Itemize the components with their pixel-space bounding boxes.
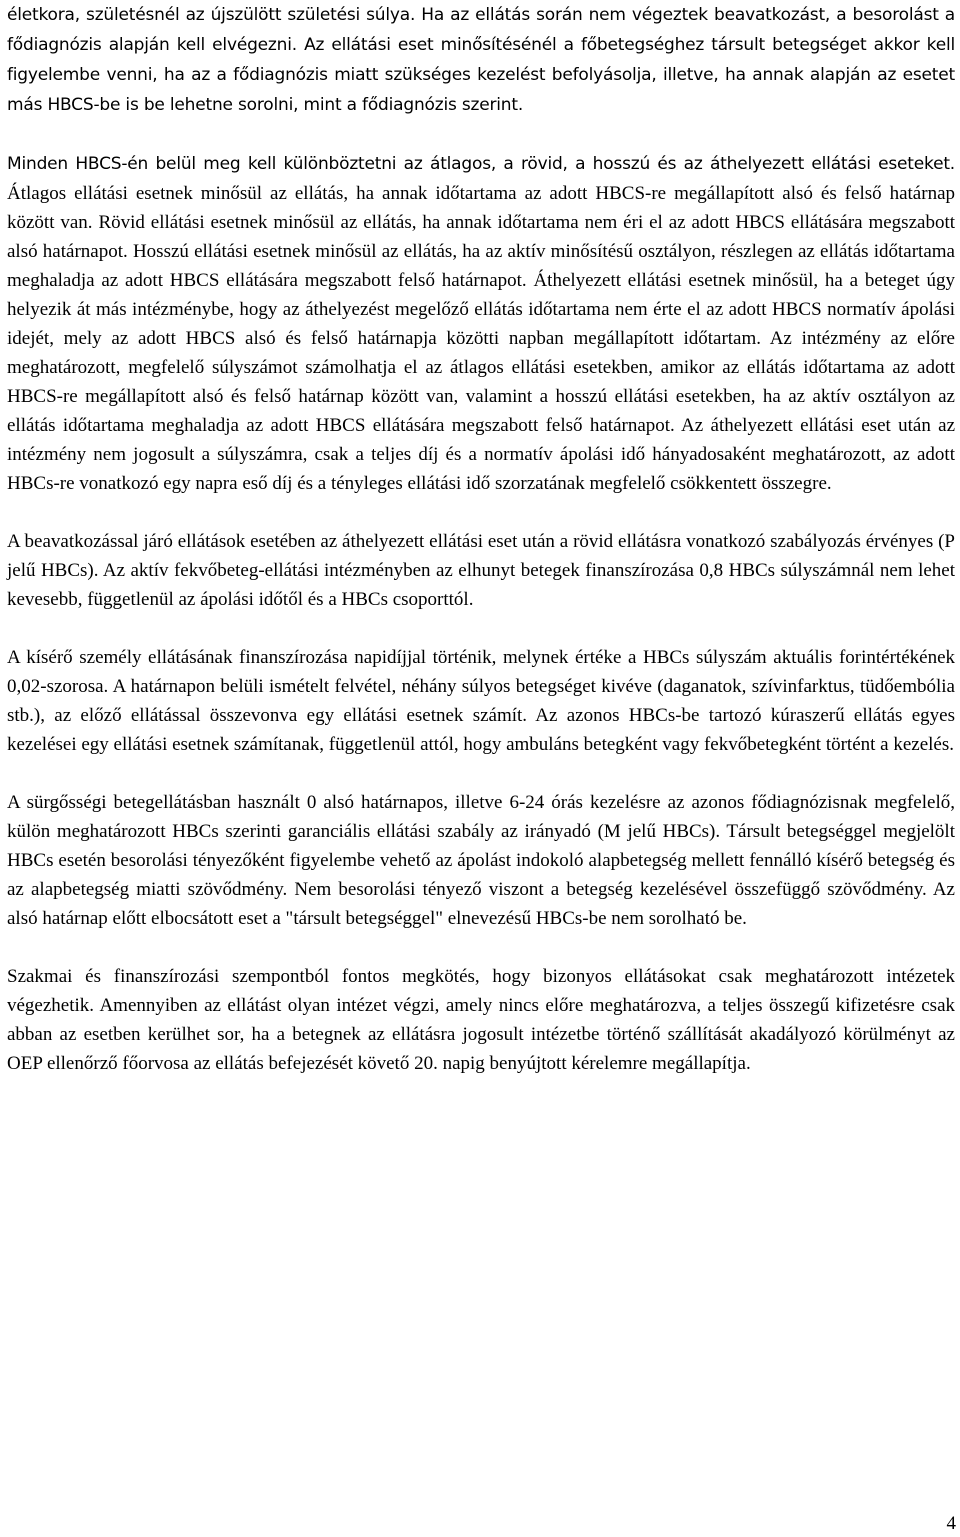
paragraph-emergency-care	[7, 788, 955, 933]
paragraph-text: Átlagos ellátási esetnek minősül az ellátás, ha annak időtartama az adott HBCS-re megállapított alsó és felső határnap között van. Rövid ellátási esetnek minősül az ellátás, ha annak időtartama nem éri el az adott HBCS ellátására megszabott alsó határnapot. Hosszú ellátási esetnek minősül az ellátás, ha az aktív minősítésű osztályon, részlegen az ellátás időtartama meghaladja az adott HBCS ellátására megszabott felső határnapot. Áthelyezett ellátási esetnek minősül, ha a beteget úgy helyezik át más intézménybe, hogy az áthelyezést megelőző ellátás időtartama nem érte el az adott HBCS normatív ápolási idejét, mely az adott HBCS alsó és felső határnapja közötti napban megállapított időtartam. Az intézmény az előre meghatározott, megfelelő súlyszámot számolhatja el az átlagos ellátási esetekben, amikor az ellátás időtartama az adott HBCS-re megállapított alsó és felső határnap között van, valamint a hosszú ellátási esetekben, ha az aktív osztályon az ellátás időtartama meghaladja az adott HBCS ellátására megszabott felső határnapot. Az áthelyezett ellátási eset után az intézmény nem jogosult a súlyszámra, csak a teljes díj és a normatív ápolási idő hányadosaként meghatározott, az adott HBCs-re vonatkozó egy napra eső díj és a tényleges ellátási idő szorzatának megfelelő csökkentett összegre.	[7, 183, 955, 494]
paragraph-text: A sürgősségi betegellátásban használt 0 alsó határnapos, illetve 6-24 órás kezelésre az azonos fődiagnózisnak megfelelő, külön meghatározott HBCs szerinti garanciális ellátási szabály az irányadó (M jelű HBCs). Társult betegséggel megjelölt HBCs esetén besorolási tényezőként figyelembe vehető az ápolást indokoló alapbetegség mellett fennálló kísérő betegség és az alapbetegség miatti szövődmény. Nem besorolási tényező viszont a betegség kezelésével összefüggő szövődmény. Az alsó határnap előtt elbocsátott eset a "társult betegséggel" elnevezésű HBCs-be nem sorolható be.	[7, 792, 955, 929]
paragraph-text: A kísérő személy ellátásának finanszírozása napidíjjal történik, melynek értéke a HBCs súlyszám aktuális forintértékének 0,02-szorosa. A határnapon belüli ismételt felvétel, néhány súlyos betegséget kivéve (daganatok, szívinfarktus, tüdőembólia stb.), az előző ellátással összevonva egy ellátási esetnek számít. Az azonos HBCs-be tartozó kúraszerű ellátás egyes kezelései egy ellátási esetnek számítanak, függetlenül attól, hogy ambuláns betegként vagy fekvőbetegként történt a kezelés.	[7, 647, 955, 755]
paragraph-text: Szakmai és finanszírozási szempontból fontos megkötés, hogy bizonyos ellátásokat csak meghatározott intézetek végezhetik. Amennyiben az ellátást olyan intézet végzi, amely nincs előre meghatározva, a teljes összegű kifizetésre csak abban az esetben kerülhet sor, ha a betegnek az ellátásra jogosult intézetbe történő szállítását akadályozó körülményt az OEP ellenőrző főorvosa az ellátás befejezését követő 20. napig benyújtott kérelemre megállapítja.	[7, 966, 955, 1074]
paragraph-accompanying-person	[7, 643, 955, 759]
document-page	[7, 0, 955, 1078]
paragraph-text-lead: Minden HBCS-én belül meg kell különböztetni az átlagos, a rövid, a hosszú és az áthelyezett ellátási eseteket.	[7, 154, 955, 174]
paragraph-hbcs-classification	[7, 0, 955, 120]
paragraph-text: életkora, születésnél az újszülött születési súlya. Ha az ellátás során nem végeztek beavatkozást, a besorolást a fődiagnózis alapján kell elvégezni. Az ellátási eset minősítésénél a főbetegséghez társult betegséget akkor kell figyelembe venni, ha az a fődiagnózis miatt szükséges kezelést befolyásolja, illetve, ha annak alapján az esetet más HBCS-be is be lehetne sorolni, mint a fődiagnózis szerint.	[7, 5, 955, 115]
paragraph-text: A beavatkozással járó ellátások esetében az áthelyezett ellátási eset után a rövid ellátásra vonatkozó szabályozás érvényes (P jelű HBCs). Az aktív fekvőbeteg-ellátási intézményben az elhunyt betegek finanszírozása 0,8 HBCs súlyszámnál nem lehet kevesebb, függetlenül az ápolási időtől és a HBCs csoporttól.	[7, 531, 955, 610]
paragraph-interventions	[7, 527, 955, 614]
paragraph-case-types	[7, 149, 955, 498]
page-number: 4	[946, 1513, 956, 1534]
paragraph-institutional-restriction	[7, 962, 955, 1078]
